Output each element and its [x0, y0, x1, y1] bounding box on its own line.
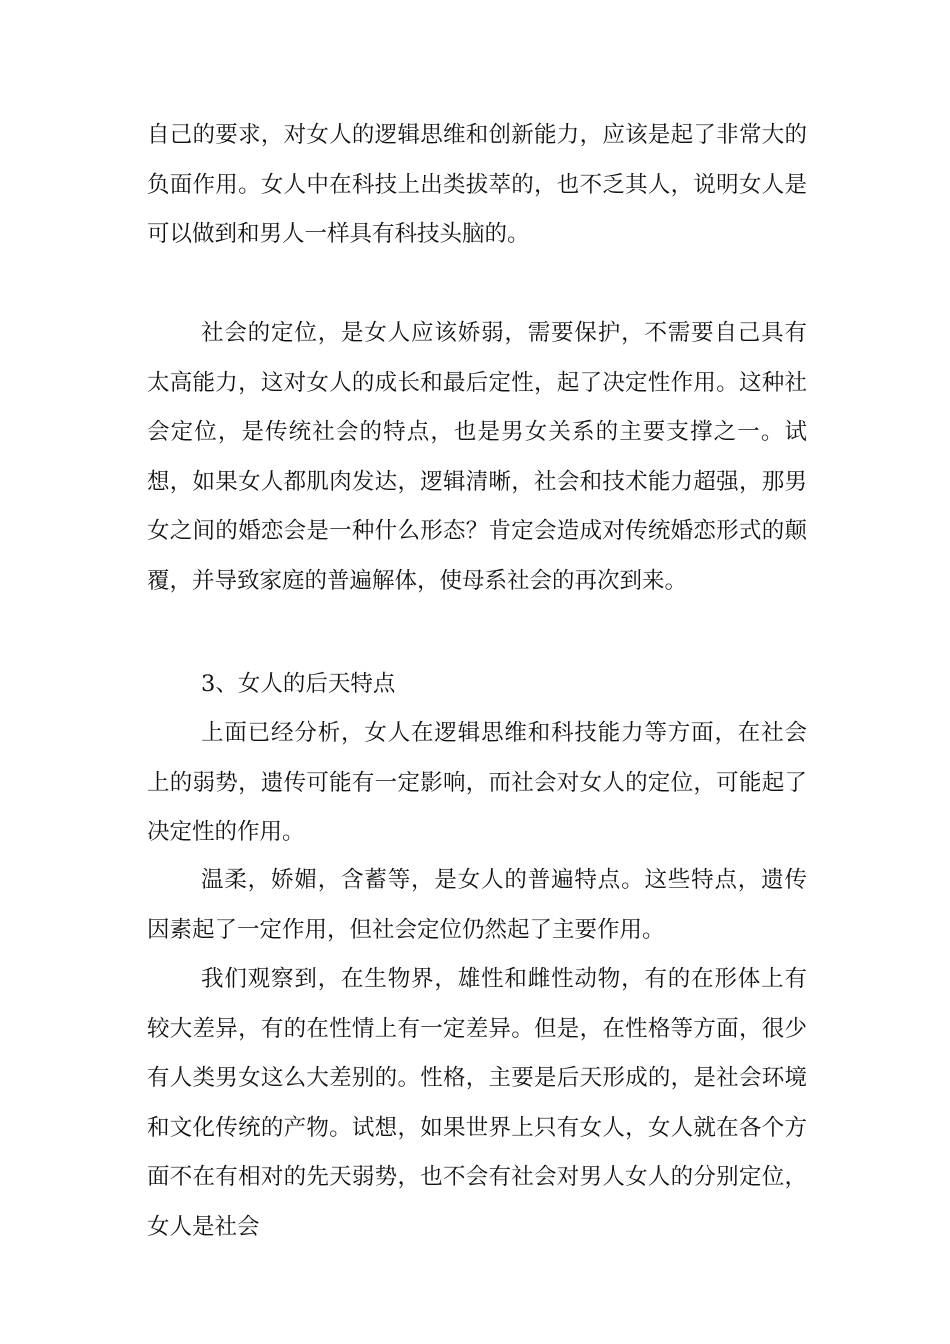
paragraph-continued: 自己的要求，对女人的逻辑思维和创新能力，应该是起了非常大的负面作用。女人中在科技上出类拔萃的，也不乏其人，说明女人是可以做到和男人一样具有科技头脑的。 — [147, 122, 807, 247]
paragraph-observation: 我们观察到，在生物界，雄性和雌性动物，有的在形体上有较大差异，有的在性情上有一定差异。但是，在性格等方面，很少有人类男女这么大差别的。性格，主要是后天形成的，是社会环境和文化传统的产物。试想，如果世界上只有女人，女人就在各个方面不在有相对的先天弱势，也不会有社会对男人女人的分别定位，女人是社会 — [147, 966, 807, 1240]
paragraph-analysis: 上面已经分析，女人在逻辑思维和科技能力等方面，在社会上的弱势，遗传可能有一定影响，而社会对女人的定位，可能起了决定性的作用。 — [147, 720, 807, 845]
paragraph-social-positioning: 社会的定位，是女人应该娇弱，需要保护，不需要自己具有太高能力，这对女人的成长和最后定性，起了决定性作用。这种社会定位，是传统社会的特点，也是男女关系的主要支撑之一。试想，如果女人都肌肉发达，逻辑清晰，社会和技术能力超强，那男女之间的婚恋会是一种什么形态？肯定会造成对传统婚恋形式的颠覆，并导致家庭的普遍解体，使母系社会的再次到来。 — [147, 320, 807, 594]
paragraph-traits: 温柔，娇媚，含蓄等，是女人的普遍特点。这些特点，遗传因素起了一定作用，但社会定位仍然起了主要作用。 — [147, 867, 807, 943]
section-heading-3: 3、女人的后天特点 — [201, 671, 396, 697]
